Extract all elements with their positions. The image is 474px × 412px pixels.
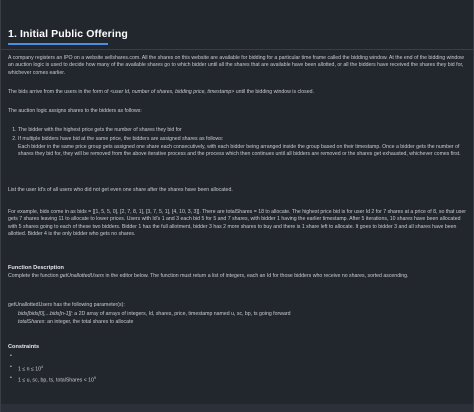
bids-format: <user Id, number of shares, bidding price, timestamp> bbox=[110, 89, 235, 95]
param-bids-desc: : a 2D array of arrays of integers, Id, shares, price, timestamp named u, sc, bp, ts going forward bbox=[71, 311, 291, 317]
rule-detail: Each bidder in the same price group gets assigned one share each consecutively, with each bidder being arranged inside the group based on their timestamp. Once a bidder gets the number of shares they bid for, they will be removed from the above iterative process and the process which then continues until all bidders are removed or the shares get exhausted, whichever comes first. bbox=[18, 143, 461, 158]
rule-text: If multiple bidders have bid at the same price, the bidders are assigned shares as follows: bbox=[18, 136, 224, 143]
constraint-item bbox=[10, 373, 96, 384]
function-name: getUnallottedUsers bbox=[59, 273, 105, 279]
constraint-item bbox=[10, 351, 96, 362]
panel-bottom-edge bbox=[1, 404, 473, 412]
param-total-shares bbox=[18, 319, 133, 326]
bullet-icon: • bbox=[10, 353, 12, 359]
problem-title: 1. Initial Public Offering bbox=[8, 28, 128, 40]
bids-paragraph bbox=[8, 89, 314, 96]
constraints-heading: Constraints bbox=[8, 344, 40, 350]
constraint-text: 1 ≤ u, sc, bp, ts, totalShares < 10 bbox=[18, 377, 94, 384]
bullet-icon: • bbox=[10, 375, 12, 381]
param-bids bbox=[18, 311, 290, 318]
title-underline bbox=[8, 43, 108, 45]
rule-item bbox=[18, 136, 466, 158]
function-description-heading: Function Description bbox=[8, 265, 64, 271]
param-bids-name: bids[bids[0],...bids[n-1]] bbox=[18, 311, 72, 317]
example-paragraph: For example, bids come in as bids = [[1, 5, 5, 0], [2, 7, 8, 1], [3, 7, 5, 1], [4, 10, 3, 3]]. There are totalShares = 18 to allocate. The highest price bid is for user Id 2 for 7 shares at a price of 8, so that user gets 7 shares leaving 11 to allocate to lower prices. Users with Id's 1 and 3 each bid 5 for 5 and 7 shares, with bidder 1 having the earlier timestamp. After 5 iterations, 10 shares have been allocated with 5 shares going to each of these two bidders. Bidder 1 has the full allotment, bidder 3 has 2 more shares to buy and there is 1 share left to allocate. It goes to bidder 3 and all shares have been allotted. Bidder 4 is the only bidder who gets no shares. bbox=[8, 209, 466, 238]
constraint-exponent: 4 bbox=[41, 365, 43, 369]
param-total-name: totalShares bbox=[18, 319, 45, 325]
constraints-list bbox=[8, 351, 96, 384]
task-paragraph: List the user Id's of all users who did not get even one share after the shares have been allocated. bbox=[8, 187, 233, 193]
bids-intro-tail: until the bidding window is closed. bbox=[234, 89, 314, 95]
constraint-exponent: 9 bbox=[93, 376, 96, 380]
constraint-item bbox=[10, 362, 96, 373]
complete-tail: in the editor below. The function must return a list of integers, each an Id for those bidders who receive no shares, sorted ascending. bbox=[104, 273, 409, 279]
complete-paragraph bbox=[8, 273, 408, 280]
param-total-desc: : an integer, the total shares to allocate bbox=[44, 319, 134, 325]
bullet-icon: • bbox=[10, 364, 12, 370]
title-bar bbox=[1, 0, 473, 50]
complete-text: Complete the function bbox=[8, 273, 60, 279]
constraint-text: 1 ≤ n ≤ 10 bbox=[18, 366, 41, 373]
bids-intro-text: The bids arrive from the users in the form of bbox=[8, 89, 111, 95]
intro-paragraph: A company registers an IPO on a website sellshares.com. All the shares on this website are available for bidding for a particular time frame called the bidding window. At the end of the bidding window an auction logic is used to decide how many of the available shares go to which bidder until all the shares that are available have been allotted, or all the bidders have received the shares they bid for, whichever comes earlier. bbox=[8, 55, 464, 76]
params-intro: getUnallottedUsers has the following parameter(s): bbox=[8, 302, 125, 308]
rule-text: The bidder with the highest price gets the number of shares they bid for bbox=[18, 127, 182, 133]
logic-intro: The auction logic assigns shares to the bidders as follows: bbox=[8, 108, 142, 114]
rules-list bbox=[8, 127, 466, 161]
rule-item bbox=[18, 127, 466, 134]
